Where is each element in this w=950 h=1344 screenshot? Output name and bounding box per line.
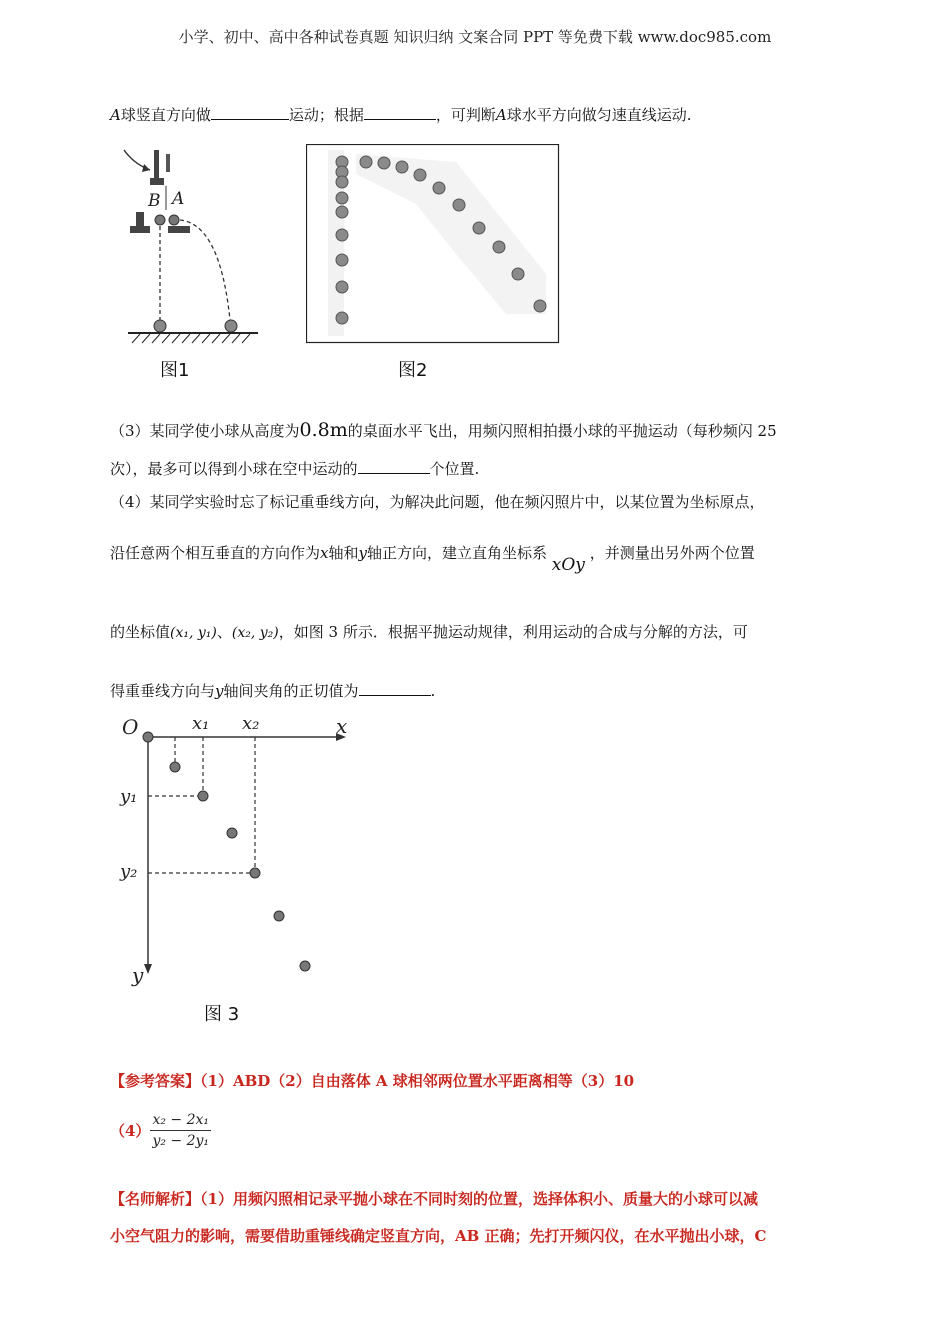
answer-part-4-label: （4） (110, 1122, 151, 1140)
y-axis-var-2: y (215, 682, 224, 700)
answer-blank-4[interactable] (359, 680, 431, 696)
q4-text-5: 的坐标值 (110, 623, 171, 641)
answer-blank-1[interactable] (211, 104, 289, 120)
q4-text-8: 轴间夹角的正切值为 (223, 682, 359, 700)
y-axis-arrow-icon (144, 964, 152, 974)
figure-2-caption: 图2 (398, 360, 428, 381)
stand-clamp (150, 178, 164, 185)
figure-3-coordinates (110, 712, 360, 992)
figure-1-caption: 图1 (160, 360, 190, 381)
q2-text-2: 运动；根据 (288, 106, 364, 124)
q4-text-7: 得重垂线方向与 (110, 682, 216, 700)
q4-text-3: 轴正方向，建立直角坐标系 (366, 544, 547, 562)
answer-fraction (150, 1112, 211, 1149)
coord-2: (x₂, y₂) (231, 625, 279, 641)
fraction-numerator: x₂ − 2x₁ (150, 1112, 211, 1131)
ball-a-label: A (110, 106, 121, 124)
analysis-text-1: （1）用频闪照相记录平抛小球在不同时刻的位置，选择体积小、质量大的小球可以减 (200, 1190, 758, 1208)
analysis-line-1 (110, 1188, 758, 1209)
label-b: B (148, 191, 161, 211)
q2-text-4: 球水平方向做匀速直线运动. (506, 106, 692, 124)
x-axis-var: x (320, 544, 329, 562)
q3-text-4: 个位置. (429, 460, 480, 478)
flash-positions (170, 762, 310, 971)
answer-text: （1）ABD（2）自由落体 A 球相邻两位置水平距离相等（3）10 (200, 1072, 635, 1090)
ball-b-landed (154, 320, 166, 332)
q4-text-4: ，并测量出另外两个位置 (589, 544, 755, 562)
x2-label: x₂ (242, 713, 260, 734)
y1-label: y₁ (120, 786, 138, 807)
origin-ball (143, 732, 153, 742)
ball-a-landed (225, 320, 237, 332)
ball-a-label-2: A (495, 106, 507, 124)
answer-blank-2[interactable] (364, 104, 436, 120)
fraction-denominator: y₂ − 2y₁ (152, 1133, 210, 1149)
q3-line-2 (110, 458, 479, 479)
label-a: A (172, 189, 185, 209)
q4-text-2: 轴和 (328, 544, 359, 562)
q4-text-1: 沿任意两个相互垂直的方向作为 (110, 544, 321, 562)
q3-text-3: 次），最多可以得到小球在空中运动的 (110, 460, 358, 478)
q2-text-3: ，可判断 (435, 106, 496, 124)
arrow-head-icon (142, 164, 150, 172)
x-axis-label: x (336, 714, 348, 738)
y2-label: y₂ (120, 861, 138, 882)
analysis-label: 【名师解析】 (110, 1190, 201, 1208)
ball-b (155, 215, 165, 225)
q4-text-6: ，如图 3 所示．根据平抛运动规律，利用运动的合成与分解的方法，可 (278, 623, 748, 641)
ball-a (169, 215, 179, 225)
guide-lines (148, 737, 255, 873)
q2-text-1: 球竖直方向做 (120, 106, 211, 124)
q2-line (110, 104, 692, 125)
q4-text-9: . (430, 682, 436, 700)
q4-line-1: （4）某同学实验时忘了标记重垂线方向，为解决此问题，他在频闪照片中，以某位置为坐标原点， (110, 493, 765, 511)
q3-line-1 (110, 419, 777, 441)
analysis-line-2: 小空气阻力的影响，需要借助重锤线确定竖直方向，AB 正确；先打开频闪仪，在水平抛出小球，C (110, 1227, 767, 1245)
projectile-path (180, 220, 230, 320)
page-header: 小学、初中、高中各种试卷真题 知识归纳 文案合同 PPT 等免费下载 www.doc985.com (178, 28, 772, 46)
ground-hatching (132, 334, 250, 343)
origin-label: O (122, 715, 139, 739)
platform-left-post (136, 212, 144, 230)
y-axis-label: y (132, 963, 144, 987)
coordinate-system: xOy (551, 555, 585, 575)
reference-answer (110, 1070, 634, 1091)
stand-bar (166, 154, 170, 172)
q4-line-3 (110, 621, 748, 642)
answer-part-4 (110, 1112, 211, 1149)
coord-1: (x₁, y₁) (170, 625, 217, 641)
coord-separator: 、 (216, 623, 232, 641)
table-height: 0.8m (299, 419, 348, 441)
y-axis-var: y (358, 544, 367, 562)
answer-label: 【参考答案】 (110, 1072, 201, 1090)
q3-text-2: 的桌面水平飞出，用频闪照相拍摄小球的平抛运动（每秒频闪 25 (347, 422, 777, 440)
q3-text-1: （3）某同学使小球从高度为 (110, 422, 300, 440)
q4-line-4 (110, 680, 435, 701)
figure-3-caption: 图 3 (204, 1004, 240, 1025)
answer-blank-3[interactable] (358, 458, 430, 474)
x1-label: x₁ (192, 713, 210, 734)
platform-right (168, 226, 190, 233)
q4-line-2 (110, 542, 755, 575)
figure-1-apparatus (110, 140, 270, 350)
figure-2-photo (306, 144, 560, 344)
